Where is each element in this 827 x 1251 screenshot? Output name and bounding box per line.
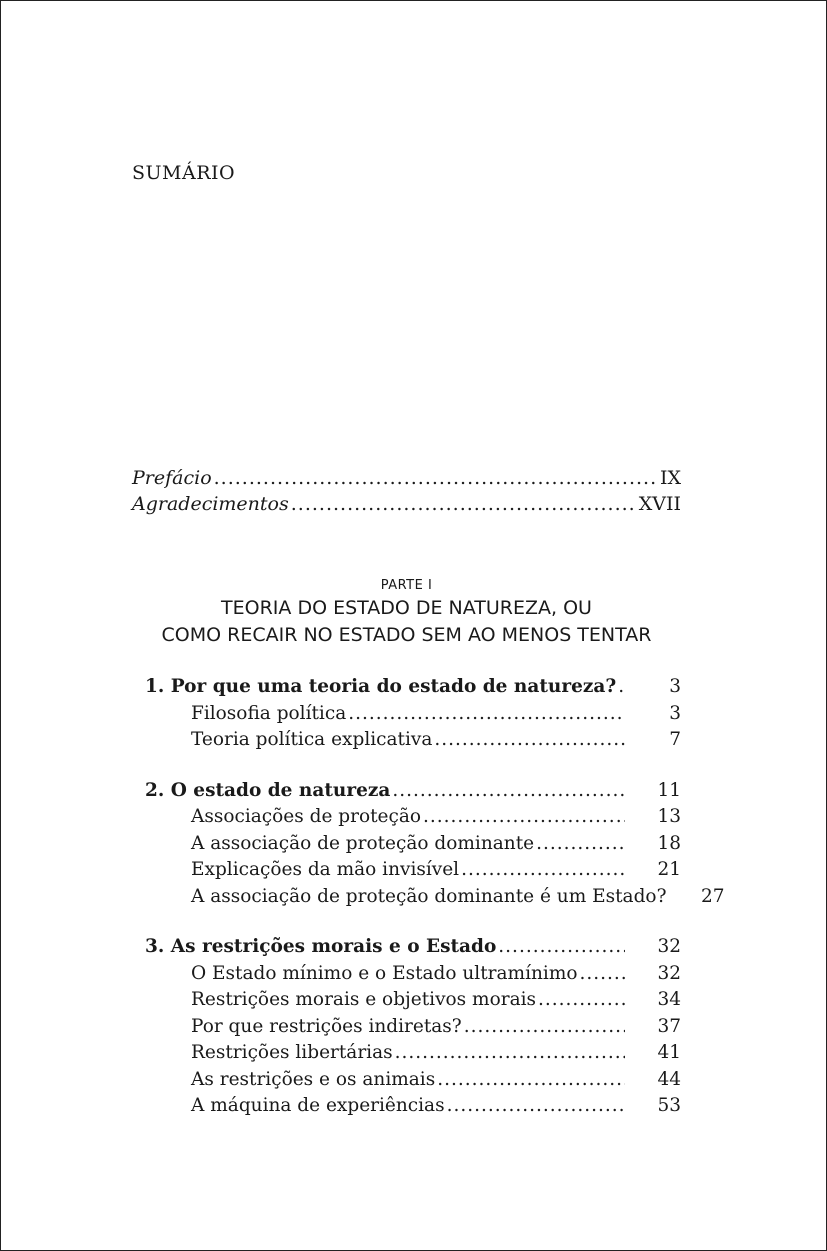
chapter-heading[interactable] bbox=[145, 936, 681, 963]
section-title: A associação de proteção dominante bbox=[191, 832, 535, 854]
section-page: 41 bbox=[657, 1042, 681, 1063]
section-entry[interactable] bbox=[145, 963, 681, 990]
section-entry[interactable] bbox=[145, 833, 681, 860]
dot-leader bbox=[538, 989, 625, 1010]
section-entry[interactable] bbox=[145, 703, 681, 730]
dot-leader bbox=[437, 1069, 625, 1090]
dot-leader bbox=[461, 859, 625, 880]
section-entry[interactable] bbox=[145, 989, 681, 1016]
section-page: 44 bbox=[657, 1068, 681, 1090]
dot-leader bbox=[392, 780, 625, 801]
part-heading bbox=[132, 578, 681, 649]
section-page: 37 bbox=[657, 1015, 681, 1037]
section-page: 53 bbox=[657, 1095, 681, 1116]
dot-leader bbox=[348, 703, 625, 724]
dot-leader bbox=[618, 676, 625, 697]
toc-entry-prefacio[interactable] bbox=[132, 467, 681, 493]
section-title: A associação de proteção dominante é um Estado? bbox=[191, 885, 667, 907]
dot-leader bbox=[536, 833, 625, 854]
section-title: O Estado mínimo e o Estado ultramínimo bbox=[191, 962, 578, 984]
section-entry[interactable] bbox=[145, 1095, 681, 1122]
entry-label: Agradecimentos bbox=[132, 493, 289, 515]
section-entry[interactable] bbox=[145, 859, 681, 886]
section-entry[interactable] bbox=[145, 1069, 681, 1096]
section-title: Filosofia política bbox=[191, 702, 347, 724]
chapter-3 bbox=[145, 936, 681, 1122]
table-of-contents bbox=[145, 676, 725, 1146]
chapter-title: 3. As restrições morais e o Estado bbox=[145, 936, 497, 957]
entry-page: IX bbox=[659, 467, 681, 489]
section-title: Associações de proteção bbox=[191, 806, 422, 827]
part-title-line-2: COMO RECAIR NO ESTADO SEM AO MENOS TENTAR bbox=[161, 624, 652, 646]
dot-leader bbox=[423, 806, 625, 827]
section-title: Restrições morais e objetivos morais bbox=[191, 989, 537, 1010]
section-page: 21 bbox=[657, 859, 681, 880]
front-matter bbox=[132, 467, 681, 519]
part-title-line-1: TEORIA DO ESTADO DE NATUREZA, OU bbox=[221, 597, 592, 619]
chapter-page: 11 bbox=[657, 779, 681, 801]
section-page: 27 bbox=[700, 885, 725, 907]
section-entry[interactable] bbox=[145, 885, 725, 913]
dot-leader bbox=[214, 467, 656, 489]
dot-leader bbox=[464, 1016, 625, 1037]
dot-leader bbox=[291, 493, 635, 515]
dot-leader bbox=[395, 1042, 625, 1063]
chapter-1 bbox=[145, 676, 681, 756]
dot-leader bbox=[434, 729, 625, 750]
section-title: Explicações da mão invisível bbox=[191, 859, 460, 880]
chapter-page: 3 bbox=[669, 676, 681, 697]
section-page: 32 bbox=[657, 962, 681, 984]
dot-leader bbox=[498, 936, 625, 957]
dot-leader bbox=[580, 963, 625, 984]
section-title: Por que restrições indiretas? bbox=[191, 1015, 462, 1037]
section-page: 3 bbox=[669, 702, 681, 724]
section-title: As restrições e os animais bbox=[191, 1068, 436, 1090]
section-page: 34 bbox=[657, 989, 681, 1010]
entry-label: Prefácio bbox=[132, 467, 212, 489]
dot-leader bbox=[447, 1095, 625, 1116]
chapter-title: 2. O estado de natureza bbox=[145, 779, 391, 801]
chapter-2 bbox=[145, 779, 725, 913]
section-entry[interactable] bbox=[145, 806, 681, 833]
chapter-title: 1. Por que uma teoria do estado de natureza? bbox=[145, 676, 617, 697]
section-page: 18 bbox=[657, 832, 681, 854]
section-title: Teoria política explicativa bbox=[191, 729, 433, 750]
entry-page: XVII bbox=[638, 493, 681, 515]
chapter-page: 32 bbox=[657, 936, 681, 957]
section-page: 13 bbox=[657, 806, 681, 827]
page-title: SUMÁRIO bbox=[132, 162, 236, 184]
section-entry[interactable] bbox=[145, 729, 681, 756]
chapter-heading[interactable] bbox=[145, 780, 681, 807]
section-title: Restrições libertárias bbox=[191, 1042, 393, 1063]
section-page: 7 bbox=[669, 729, 681, 750]
part-label: PARTE I bbox=[380, 578, 433, 593]
chapter-heading[interactable] bbox=[145, 676, 681, 703]
toc-entry-agradecimentos[interactable] bbox=[132, 493, 681, 519]
section-title: A máquina de experiências bbox=[191, 1095, 445, 1116]
section-entry[interactable] bbox=[145, 1016, 681, 1043]
section-entry[interactable] bbox=[145, 1042, 681, 1069]
